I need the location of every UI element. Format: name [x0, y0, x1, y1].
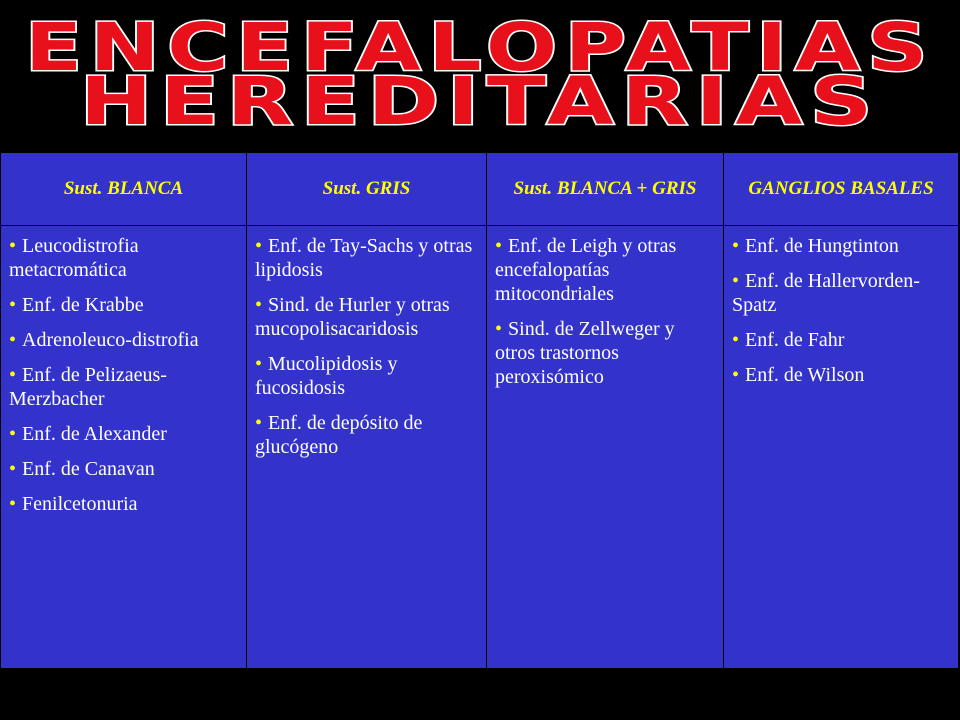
bullet-icon: • — [255, 235, 263, 257]
list-item — [732, 269, 950, 317]
bullet-icon: • — [9, 329, 17, 351]
bullet-icon: • — [495, 318, 503, 340]
list-item-text: Enf. de Canavan — [22, 458, 155, 480]
header-ganglios-basales: GANGLIOS BASALES — [724, 153, 959, 226]
list-item-text: Enf. de depósito de glucógeno — [255, 412, 423, 458]
title-line-1: ENCEFALOPATIAS — [25, 9, 935, 86]
list-item — [732, 363, 950, 387]
list-item — [9, 422, 238, 446]
bullet-icon: • — [732, 364, 740, 386]
list-item-text: Leucodistrofia metacromática — [9, 235, 139, 281]
table-row — [1, 226, 959, 669]
table-header-row — [1, 153, 959, 226]
encephalopathy-table — [0, 152, 959, 669]
list-item-text: Enf. de Hungtinton — [745, 235, 899, 257]
list-item-text: Enf. de Alexander — [22, 423, 167, 445]
title-line-2: HEREDITARIAS — [80, 63, 880, 140]
bullet-icon: • — [9, 493, 17, 515]
list-item-text: Enf. de Tay-Sachs y otras lipidosis — [255, 235, 473, 281]
bullet-icon: • — [732, 329, 740, 351]
header-sust-blanca: Sust. BLANCA — [1, 153, 247, 226]
header-sust-blanca-gris: Sust. BLANCA + GRIS — [487, 153, 724, 226]
header-sust-gris: Sust. GRIS — [247, 153, 487, 226]
list-item-text: Enf. de Fahr — [745, 329, 845, 351]
list-item — [495, 317, 715, 389]
bullet-icon: • — [9, 294, 17, 316]
list-item — [9, 363, 238, 411]
list-item — [9, 234, 238, 282]
bullet-icon: • — [255, 294, 263, 316]
column-sust-blanca — [1, 226, 247, 669]
bullet-icon: • — [9, 364, 17, 386]
column-sust-gris — [247, 226, 487, 669]
bullet-icon: • — [9, 423, 17, 445]
bullet-icon: • — [9, 235, 17, 257]
bullet-icon: • — [9, 458, 17, 480]
list-item-text: Sind. de Zellweger y otros trastornos peroxisómico — [495, 318, 675, 388]
list-item-text: Enf. de Pelizaeus-Merzbacher — [9, 364, 167, 410]
list-item — [9, 492, 238, 516]
slide-title — [0, 0, 960, 152]
list-item-text: Enf. de Hallervorden-Spatz — [732, 270, 920, 316]
list-item-text: Sind. de Hurler y otras mucopolisacaridosis — [255, 294, 450, 340]
list-item — [255, 293, 478, 341]
list-item-text: Adrenoleuco-distrofia — [22, 329, 199, 351]
list-item-text: Mucolipidosis y fucosidosis — [255, 353, 398, 399]
bullet-icon: • — [255, 353, 263, 375]
list-item — [9, 328, 238, 352]
list-item — [495, 234, 715, 306]
list-item — [732, 328, 950, 352]
list-item — [9, 457, 238, 481]
column-sust-blanca-gris — [487, 226, 724, 669]
list-item — [255, 411, 478, 459]
bullet-icon: • — [732, 270, 740, 292]
list-item — [255, 352, 478, 400]
list-item-text: Fenilcetonuria — [22, 493, 138, 515]
list-item-text: Enf. de Wilson — [745, 364, 865, 386]
list-item — [732, 234, 950, 258]
bullet-icon: • — [495, 235, 503, 257]
list-item — [9, 293, 238, 317]
list-item-text: Enf. de Krabbe — [22, 294, 144, 316]
list-item — [255, 234, 478, 282]
bullet-icon: • — [732, 235, 740, 257]
bullet-icon: • — [255, 412, 263, 434]
list-item-text: Enf. de Leigh y otras encefalopatías mitocondriales — [495, 235, 677, 305]
column-ganglios-basales — [724, 226, 959, 669]
